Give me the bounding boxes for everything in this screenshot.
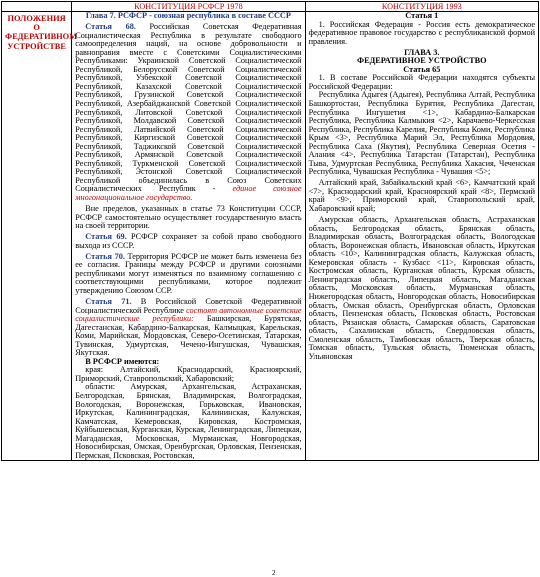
article-68-paragraph-2: Вне пределов, указанных в статье 73 Конституции СССР, РСФСР самостоятельно осуществляет государственную власть на своей территории. xyxy=(75,204,302,231)
chapter-7-title: Глава 7. РСФСР - союзная республика в составе СССР xyxy=(85,11,291,20)
republics-list: Республика Адыгея (Адыгея), Республика Алтай, Республика Башкортостан, Республика Бурятия, Республика Дагестан, Республика Ингушетия <1>, Кабардино-Балкарская Республика, Республика Калмыкия <2>, Карачаево-Черкесская Республика, Республика Карелия, Республика Коми, Республика Крым <3>, Республика Марий Эл, Республика Мордовия, Республика Саха (Якутия), Республика Северная Осетия - Алания <4>, Республика Татарстан (Татарстан), Республика Тыва, Удмуртская Республика, Республика Хакасия, Чеченская Республика, Чувашская Республика - Чувашия <5>; xyxy=(308,90,535,177)
article-70-label: Статья 70. xyxy=(85,251,125,261)
krais-list: Алтайский край, Забайкальский край <6>, Камчатский край <7>, Краснодарский край, Красноярский край <8>, Пермский край <9>, Приморский край, Ставропольский край, Хабаровский край; xyxy=(308,178,535,214)
header-1993: КОНСТИТУЦИЯ 1993 xyxy=(305,2,538,12)
article-65-title: Статья 65 xyxy=(403,64,441,74)
article-68-label: Статья 68. xyxy=(85,22,136,32)
article-71-highlight: состоят автономные советские социалистические республики: xyxy=(75,305,302,324)
article-69 xyxy=(75,233,301,250)
oblast-list: области: Амурская, Архангельская, Астраханская, Белгородская, Брянская, Владимирская, Волгоградская, Вологодская, Воронежская, Горьковская, Ивановская, Иркутская, Калининградская, Калининская, Калужская, Камчатская, Кемеровская, Кировская, Костромская, Куйбышевская, Курганская, Курская, Ленинградская, Липецкая, Магаданская, Московская, Мурманская, Новгородская, Новосибирская, Омская, Оренбургская, Орловская, Пензенская, Пермская, Псковская, Ростовская, xyxy=(75,382,302,460)
category-cell: ПОЛОЖЕНИЯ О ФЕДЕРАТИВНОМ УСТРОЙСТВЕ xyxy=(2,12,72,461)
rsfsr-has-heading: В РСФСР имеются: xyxy=(85,356,160,366)
header-empty-cell xyxy=(2,2,72,12)
oblasts-list: Амурская область, Архангельская область, Астраханская область, Белгородская область, Брянская область, Владимирская область, Волгоградская область, Вологодская область, Воронежская область, Ивановская область, Иркутская область <10>, Калининградская область, Калужская область, Кемеровская область - Кузбасс <11>, Кировская область, Костромская область, Курганская область, Курская область, Ленинградская область, Липецкая область, Магаданская область, Московская область, Мурманская область, Нижегородская область, Новгородская область, Новосибирская область, Омская область, Оренбургская область, Орловская область, Пензенская область, Псковская область, Ростовская область, Рязанская область, Самарская область, Саратовская область, Сахалинская область, Свердловская область, Смоленская область, Тамбовская область, Тверская область, Томская область, Тульская область, Тюменская область, Ульяновская xyxy=(308,215,535,361)
constitution-1978-cell xyxy=(72,12,305,461)
constitution-1993-cell xyxy=(305,12,538,461)
article-69-label: Статья 69. xyxy=(85,232,127,242)
article-70-text: Территория РСФСР не может быть изменена без ее согласия. Границы между РСФСР и другими союзными республиками могут изменяться по взаимному соглашению с соответствующими республиками, которое подлежит утверждению Союзом ССР. xyxy=(75,251,302,295)
page-number: 2 xyxy=(272,569,276,577)
article-1-title: Статья 1 xyxy=(405,11,439,20)
chapter-3-title: ФЕДЕРАТИВНОЕ УСТРОЙСТВО xyxy=(357,56,487,66)
chapter-3-number: ГЛАВА 3. xyxy=(404,47,440,57)
header-row xyxy=(2,2,539,12)
article-1-text: 1. Российская Федерация - Россия есть демократическое федеративное правовое государство с республиканской формой правления. xyxy=(308,19,535,46)
article-71-label: Статья 71. xyxy=(85,297,132,306)
article-68-highlight: единое союзное многонациональное государство. xyxy=(75,184,302,202)
comparison-table xyxy=(1,1,539,461)
content-row xyxy=(2,12,539,461)
article-70 xyxy=(75,253,301,296)
article-71 xyxy=(75,298,301,358)
article-68 xyxy=(75,23,301,202)
article-65-intro: 1. В составе Российской Федерации находятся субъекты Российской Федерации: xyxy=(308,73,535,91)
article-68-text: Российская Советская Федеративная Социалистическая Республика в результате свободного самоопределения наций, на основе добровольности и равноправия вместе с Советскими Социалистическими Республиками: Украинской Советской Социалистической Республикой, Белорусской Советской Социалистической Республикой, Узбекской Советской Социалистической Республикой, Казахской Советской Социалистической Республикой, Грузинской Советской Социалистической Республикой, Азербайджанской Советской Социалистической Республикой, Литовской Советской Социалистической Республикой, Молдавской Советской Социалистической Республикой, Латвийской Советской Социалистической Республикой, Киргизской Советской Социалистической Республикой, Таджикской Советской Социалистической Республикой, Армянской Советской Социалистической Республикой, Туркменской Советской Социалистической Республикой, Эстонской Советской Социалистической Республикой объединилась в Союз Советских Социалистических Республик - xyxy=(75,22,302,194)
header-1978: КОНСТИТУЦИЯ РСФСР 1978 xyxy=(72,2,305,12)
article-69-text: РСФСР сохраняет за собой право свободного выхода из СССР. xyxy=(75,232,302,250)
krai-list: края: Алтайский, Краснодарский, Красноярский, Приморский, Ставропольский, Хабаровский; xyxy=(75,365,302,383)
article-71-text-b: Башкирская, Бурятская, Дагестанская, Кабардино-Балкарская, Калмыцкая, Карельская, Коми, Марийская, Мордовская, Северо-Осетинская, Татарская, Тувинская, Удмуртская, Чечено-Ингушская, Чувашская, Якутская. xyxy=(75,314,302,358)
article-71-text-a: В Российской Советской Федеративной Социалистической Республике xyxy=(75,297,302,315)
